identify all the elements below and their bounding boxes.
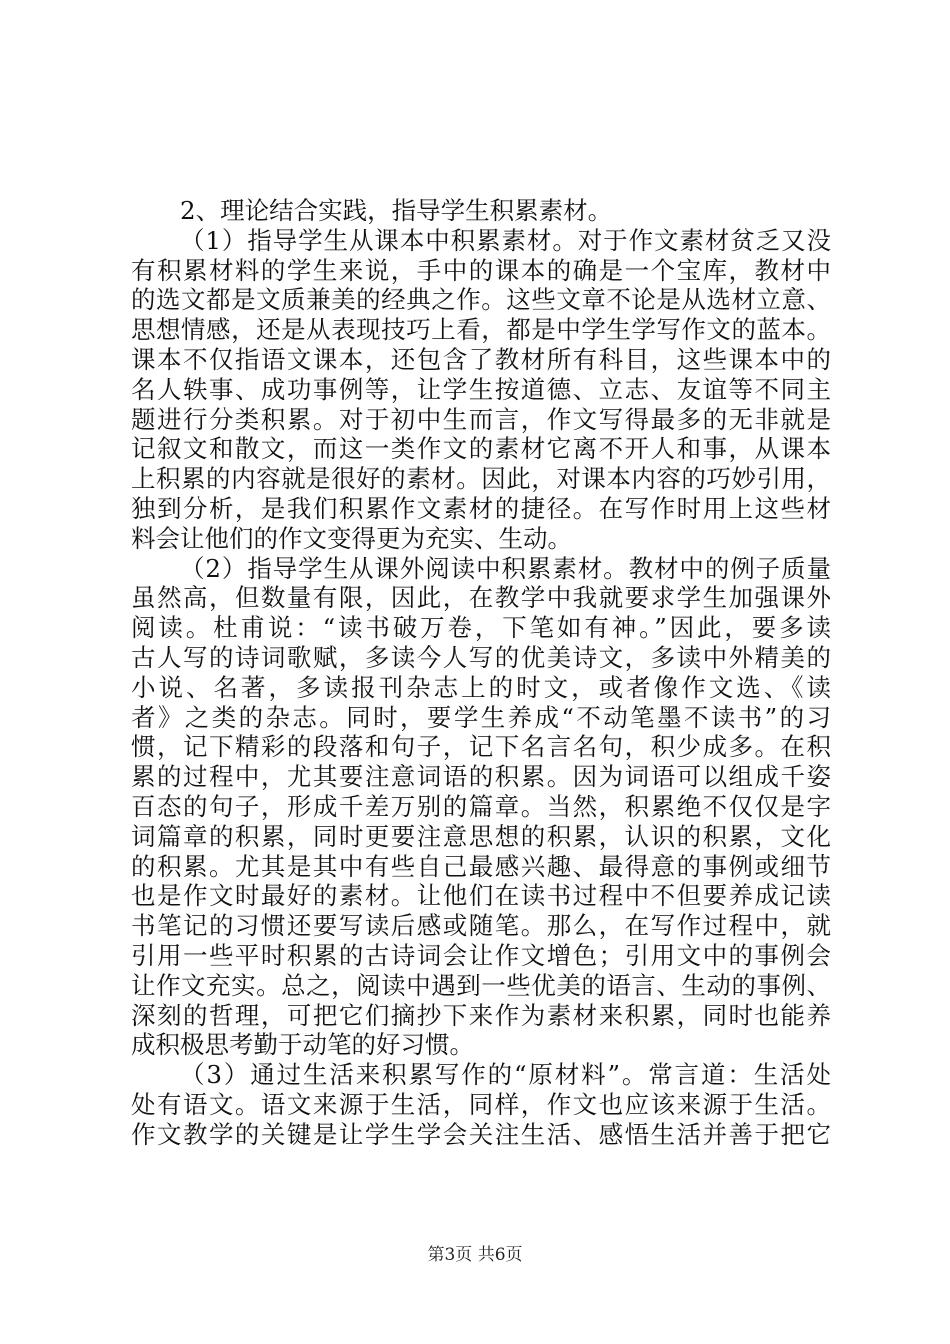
text-line: 的积累。尤其是其中有些自己最感兴趣、最得意的事例或细节 xyxy=(131,851,831,881)
text-line: 名人轶事、成功事例等，让学生按道德、立志、友谊等不同主 xyxy=(131,374,831,404)
text-line: 作文教学的关键是让学生学会关注生活、感悟生活并善于把它 xyxy=(131,1119,831,1149)
text-line: （3）通过生活来积累写作的“原材料”。常言道：生活处 xyxy=(180,1060,831,1090)
text-line: 也是作文时最好的素材。让他们在读书过程中不但要养成记读 xyxy=(131,881,831,911)
text-line: 独到分析，是我们积累作文素材的捷径。在写作时用上这些材 xyxy=(131,493,831,523)
text-line: （1）指导学生从课本中积累素材。对于作文素材贫乏又没 xyxy=(180,225,831,255)
text-line: 小说、名著，多读报刊杂志上的时文，或者像作文选、《读 xyxy=(131,672,831,702)
text-line: 有积累材料的学生来说，手中的课本的确是一个宝库，教材中 xyxy=(131,255,831,285)
text-line: 虽然高，但数量有限，因此，在教学中我就要求学生加强课外 xyxy=(131,583,831,613)
text-line: 让作文充实。总之，阅读中遇到一些优美的语言、生动的事例、 xyxy=(131,970,831,1000)
text-line: 深刻的哲理，可把它们摘抄下来作为素材来积累，同时也能养 xyxy=(131,1000,831,1030)
text-line: 料会让他们的作文变得更为充实、生动。 xyxy=(131,523,572,553)
text-line: 2、理论结合实践，指导学生积累素材。 xyxy=(180,196,613,225)
text-line: 引用一些平时积累的古诗词会让作文增色；引用文中的事例会 xyxy=(131,940,831,970)
text-line: 书笔记的习惯还要写读后感或随笔。那么，在写作过程中，就 xyxy=(131,911,831,941)
text-line: 题进行分类积累。对于初中生而言，作文写得最多的无非就是 xyxy=(131,404,831,434)
text-line: 阅读。杜甫说：“读书破万卷，下笔如有神。”因此，要多读 xyxy=(131,613,831,643)
text-line: （2）指导学生从课外阅读中积累素材。教材中的例子质量 xyxy=(180,553,831,583)
text-line: 处有语文。语文来源于生活，同样，作文也应该来源于生活。 xyxy=(131,1089,831,1119)
page-footer: 第3页 共6页 xyxy=(427,1245,523,1265)
text-line: 词篇章的积累，同时更要注意思想的积累，认识的积累，文化 xyxy=(131,821,831,851)
text-line: 者》之类的杂志。同时，要学生养成“不动笔墨不读书”的习 xyxy=(131,702,831,732)
text-line: 惯，记下精彩的段落和句子，记下名言名句，积少成多。在积 xyxy=(131,732,831,762)
text-line: 记叙文和散文，而这一类作文的素材它离不开人和事，从课本 xyxy=(131,434,831,464)
text-line: 成积极思考勤于动笔的好习惯。 xyxy=(131,1030,474,1060)
text-line: 百态的句子，形成千差万别的篇章。当然，积累绝不仅仅是字 xyxy=(131,791,831,821)
text-line: 的选文都是文质兼美的经典之作。这些文章不论是从选材立意、 xyxy=(131,285,831,315)
document-body xyxy=(131,196,831,1150)
text-line: 课本不仅指语文课本，还包含了教材所有科目，这些课本中的 xyxy=(131,344,831,374)
text-line: 古人写的诗词歌赋，多读今人写的优美诗文，多读中外精美的 xyxy=(131,642,831,672)
text-line: 思想情感，还是从表现技巧上看，都是中学生学写作文的蓝本。 xyxy=(131,315,831,345)
text-line: 累的过程中，尤其要注意词语的积累。因为词语可以组成千姿 xyxy=(131,762,831,792)
text-line: 上积累的内容就是很好的素材。因此，对课本内容的巧妙引用， xyxy=(131,464,831,494)
